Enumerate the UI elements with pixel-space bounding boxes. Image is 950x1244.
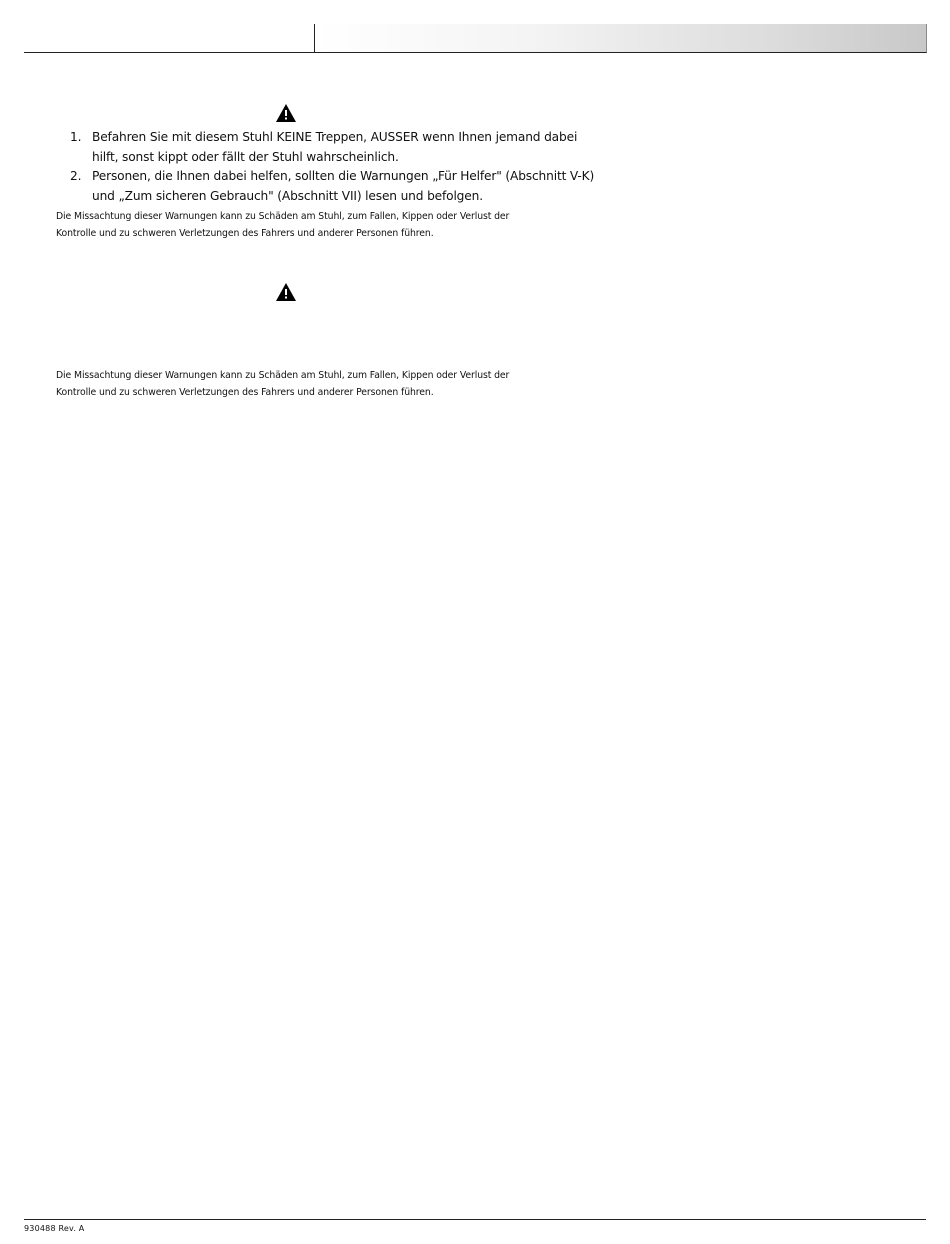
warning-consequence-note [56,208,616,242]
list-item-number: 2. [70,169,82,183]
list-item [70,128,630,167]
warning-triangle-icon [276,283,296,301]
warning-list [70,128,630,206]
note-line: Kontrolle und zu schweren Verletzungen des Fahrers und anderer Personen führen. [56,387,434,398]
note-line: Die Missachtung dieser Warnungen kann zu Schäden am Stuhl, zum Fallen, Kippen oder Verlust der [56,211,510,222]
note-line: Die Missachtung dieser Warnungen kann zu Schäden am Stuhl, zum Fallen, Kippen oder Verlust der [56,370,510,381]
header-left-rule [24,24,314,53]
note-line: Kontrolle und zu schweren Verletzungen des Fahrers und anderer Personen führen. [56,228,434,239]
list-item-text-continued: und „Zum sicheren Gebrauch" (Abschnitt VII) lesen und befolgen. [92,188,483,203]
list-item-number: 1. [70,130,82,144]
warning-triangle-icon [276,104,296,122]
header-gradient-bar [315,24,927,53]
page-header [24,24,926,54]
document-number: 930488 Rev. A [24,1224,85,1233]
footer-rule [24,1219,926,1220]
list-item [70,167,630,206]
list-item-text: Befahren Sie mit diesem Stuhl KEINE Treppen, AUSSER wenn Ihnen jemand dabei [92,130,578,144]
list-item-text-continued: hilft, sonst kippt oder fällt der Stuhl wahrscheinlich. [92,149,399,164]
warning-consequence-note [56,367,616,401]
list-item-text: Personen, die Ihnen dabei helfen, sollten die Warnungen „Für Helfer" (Abschnitt V-K) [92,169,595,183]
